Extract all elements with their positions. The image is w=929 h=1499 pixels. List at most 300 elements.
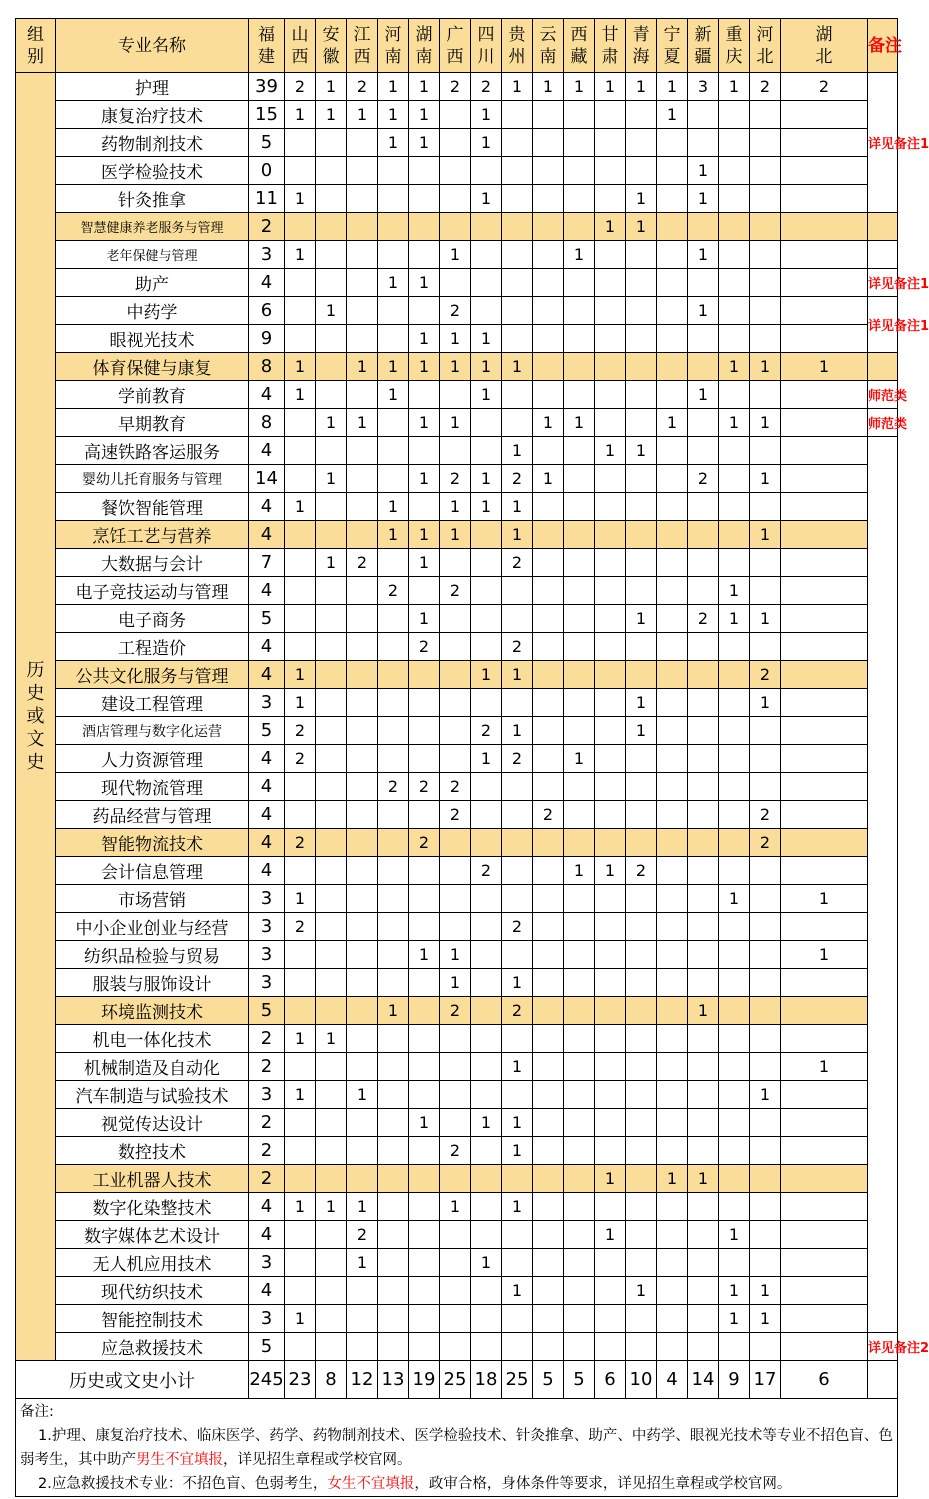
province-count [409,801,440,829]
province-count [719,717,750,745]
province-count [626,633,657,661]
province-count: 1 [409,521,440,549]
province-count: 1 [285,1305,316,1333]
province-count [502,857,533,885]
province-count: 1 [285,353,316,381]
province-count: 1 [595,1165,626,1193]
fujian-count: 14 [249,465,285,493]
province-count [564,997,595,1025]
province-count [285,465,316,493]
province-count [316,157,347,185]
fujian-count: 3 [249,1249,285,1277]
province-count [471,773,502,801]
fujian-count: 8 [249,353,285,381]
province-count [719,689,750,717]
major-name: 智能物流技术 [56,829,249,857]
province-count: 1 [502,73,533,101]
province-count: 2 [347,1221,378,1249]
province-count [719,633,750,661]
province-count [719,1193,750,1221]
province-count [409,1137,440,1165]
note-cell [868,437,898,1333]
province-count: 1 [595,1221,626,1249]
province-count [347,1165,378,1193]
province-count: 1 [657,73,688,101]
province-count [316,1081,347,1109]
major-column-header: 专业名称 [56,19,249,73]
note-column-header: 备注 [868,19,898,73]
province-count: 1 [285,1081,316,1109]
province-count [595,1193,626,1221]
province-count: 1 [688,1165,719,1193]
province-count: 1 [471,101,502,129]
major-name: 数控技术 [56,1137,249,1165]
province-header-12 [626,19,657,73]
province-count [471,1137,502,1165]
province-count [750,941,781,969]
province-count [378,745,409,773]
province-char: 北 [756,46,774,67]
province-count [502,101,533,129]
province-count: 1 [502,521,533,549]
province-count [595,829,626,857]
province-char: 西 [353,46,371,67]
major-name: 机电一体化技术 [56,1025,249,1053]
province-count [502,1025,533,1053]
province-count [626,1305,657,1333]
province-count [471,549,502,577]
province-count [564,1221,595,1249]
province-count [688,1053,719,1081]
province-count [471,409,502,437]
province-count [471,437,502,465]
table-row [16,101,898,129]
fujian-count: 4 [249,829,285,857]
province-count [564,1305,595,1333]
province-count [440,857,471,885]
province-count [285,1137,316,1165]
province-count [719,1025,750,1053]
province-count [285,409,316,437]
province-count: 2 [533,801,564,829]
province-char: 庆 [725,46,743,67]
province-count [595,297,626,325]
province-count [657,997,688,1025]
province-count [440,661,471,689]
table-row [16,437,898,465]
province-count [719,549,750,577]
province-count [750,885,781,913]
province-count: 1 [719,353,750,381]
province-count [626,521,657,549]
province-count [781,381,868,409]
province-count [409,1277,440,1305]
fujian-count: 11 [249,185,285,213]
province-count: 1 [378,997,409,1025]
province-count [378,1221,409,1249]
province-count [719,745,750,773]
table-row [16,185,898,213]
province-count [595,101,626,129]
note-cell [868,213,898,241]
province-count [688,129,719,157]
fujian-count: 3 [249,241,285,269]
province-count [347,465,378,493]
province-header-0 [249,19,285,73]
province-count [533,1109,564,1137]
province-count: 1 [440,941,471,969]
province-count: 2 [502,549,533,577]
note-cell: 师范类 [868,409,898,437]
fujian-count: 8 [249,409,285,437]
province-count: 1 [471,1249,502,1277]
province-count [378,969,409,997]
province-count [688,101,719,129]
province-count [719,297,750,325]
province-count [347,829,378,857]
table-row [16,465,898,493]
province-count [316,605,347,633]
fujian-count: 4 [249,437,285,465]
province-count [316,493,347,521]
province-count [347,1277,378,1305]
province-count: 1 [750,1305,781,1333]
province-count [595,801,626,829]
province-count [471,297,502,325]
province-count [626,773,657,801]
province-count [316,129,347,157]
province-count [688,409,719,437]
province-count [688,1305,719,1333]
province-count [285,269,316,297]
province-count [564,1193,595,1221]
major-name: 工程造价 [56,633,249,661]
province-count [533,241,564,269]
province-count [719,1137,750,1165]
subtotal-value: 25 [502,1361,533,1399]
province-count: 2 [440,465,471,493]
province-count [781,857,868,885]
province-header-8 [502,19,533,73]
province-count: 1 [440,325,471,353]
province-count: 1 [471,353,502,381]
province-char: 甘 [601,24,619,45]
province-count: 1 [440,409,471,437]
province-count [533,577,564,605]
subtotal-value: 245 [249,1361,285,1399]
province-count [533,857,564,885]
province-count [750,1193,781,1221]
province-count: 1 [347,1249,378,1277]
province-count [719,269,750,297]
province-count: 1 [533,409,564,437]
province-count [750,1165,781,1193]
province-count: 1 [409,941,440,969]
province-count [688,577,719,605]
province-count [409,885,440,913]
province-count [688,829,719,857]
province-count [688,521,719,549]
province-count [688,1249,719,1277]
province-count [719,661,750,689]
province-count [316,1137,347,1165]
province-count [595,1053,626,1081]
note-cell: 详见备注1 [868,269,898,297]
province-count [781,437,868,465]
subtotal-value: 17 [750,1361,781,1399]
province-count [378,1277,409,1305]
province-count [285,297,316,325]
province-count [316,661,347,689]
province-count [688,913,719,941]
province-count [750,325,781,353]
major-name: 药品经营与管理 [56,801,249,829]
table-row [16,969,898,997]
province-count: 1 [719,605,750,633]
major-name: 早期教育 [56,409,249,437]
subtotal-value: 6 [781,1361,868,1399]
province-count [595,325,626,353]
province-count: 1 [750,1081,781,1109]
province-count: 2 [440,297,471,325]
province-count [657,857,688,885]
province-count [285,997,316,1025]
province-count [719,493,750,521]
province-count [378,409,409,437]
province-count [595,465,626,493]
province-count: 1 [347,1081,378,1109]
province-count [347,913,378,941]
major-name: 会计信息管理 [56,857,249,885]
province-count: 1 [564,73,595,101]
province-count [440,1109,471,1137]
province-count [781,1249,868,1277]
province-count [719,1081,750,1109]
province-count [750,101,781,129]
province-count [347,605,378,633]
subtotal-value: 5 [564,1361,595,1399]
province-count [378,605,409,633]
fujian-count: 4 [249,773,285,801]
province-count: 1 [316,1025,347,1053]
province-char: 藏 [570,46,588,67]
table-row [16,157,898,185]
fujian-count: 3 [249,941,285,969]
province-count [564,969,595,997]
province-count [781,829,868,857]
province-count: 2 [285,717,316,745]
province-count [502,1165,533,1193]
province-count [595,997,626,1025]
province-count [626,1221,657,1249]
province-count [781,633,868,661]
province-count [657,801,688,829]
province-count: 2 [502,913,533,941]
province-count [316,1109,347,1137]
province-count [564,941,595,969]
province-count: 1 [502,1053,533,1081]
province-count [347,577,378,605]
group-label-char: 史 [26,683,45,704]
province-count [378,437,409,465]
group-label-char: 或 [26,706,45,727]
fujian-count: 3 [249,1081,285,1109]
province-count [595,1081,626,1109]
province-count [781,745,868,773]
major-name: 无人机应用技术 [56,1249,249,1277]
province-count [626,549,657,577]
province-count [471,577,502,605]
note-cell: 详见备注1 [868,297,898,353]
province-count: 1 [471,465,502,493]
province-count [719,437,750,465]
province-count: 1 [285,1193,316,1221]
province-count [564,773,595,801]
province-count [471,801,502,829]
province-count [657,773,688,801]
major-name: 电子竞技运动与管理 [56,577,249,605]
province-count [347,325,378,353]
table-row [16,773,898,801]
table-row [16,129,898,157]
fujian-count: 39 [249,73,285,101]
province-char: 夏 [663,46,681,67]
province-count [564,493,595,521]
province-count [564,1249,595,1277]
subtotal-value: 5 [533,1361,564,1399]
province-count [564,717,595,745]
province-count: 1 [657,1165,688,1193]
province-count [626,969,657,997]
province-count [502,297,533,325]
province-count [688,633,719,661]
table-row [16,1193,898,1221]
province-count: 1 [316,409,347,437]
province-char: 新 [694,24,712,45]
province-count [409,1165,440,1193]
province-count [719,1333,750,1361]
province-count [750,157,781,185]
province-count [378,465,409,493]
province-count [347,1025,378,1053]
province-count [564,1081,595,1109]
subtotal-row [16,1361,898,1399]
province-count: 1 [626,437,657,465]
fujian-count: 3 [249,969,285,997]
province-count [502,689,533,717]
province-count: 1 [440,353,471,381]
province-count [564,801,595,829]
province-count [409,381,440,409]
province-count [316,213,347,241]
province-count [595,773,626,801]
province-count: 1 [502,1109,533,1137]
province-count [347,745,378,773]
province-count [285,325,316,353]
province-count: 2 [626,857,657,885]
subtotal-value: 25 [440,1361,471,1399]
province-count [657,269,688,297]
province-count [626,465,657,493]
province-count [409,1305,440,1333]
province-count [657,129,688,157]
province-count: 1 [285,493,316,521]
province-count [347,1109,378,1137]
province-count [564,689,595,717]
province-count: 1 [533,465,564,493]
province-char: 州 [508,46,526,67]
province-count [595,269,626,297]
province-count [657,521,688,549]
province-count [533,1025,564,1053]
province-count: 1 [719,1305,750,1333]
province-count [533,521,564,549]
fujian-count: 4 [249,633,285,661]
province-count [719,465,750,493]
province-count [750,997,781,1025]
province-count: 2 [378,773,409,801]
major-name: 学前教育 [56,381,249,409]
province-count [595,689,626,717]
province-count: 1 [750,689,781,717]
table-row [16,577,898,605]
province-count [347,1333,378,1361]
province-count [626,997,657,1025]
province-count [595,605,626,633]
province-count: 1 [688,297,719,325]
province-count: 2 [750,73,781,101]
province-count [657,829,688,857]
province-count: 1 [564,857,595,885]
table-row [16,325,898,353]
major-name: 药物制剂技术 [56,129,249,157]
province-count [285,969,316,997]
province-count [688,325,719,353]
province-count [471,1025,502,1053]
province-count: 1 [719,577,750,605]
province-count [471,1221,502,1249]
province-count: 1 [378,129,409,157]
province-count [378,1053,409,1081]
table-row [16,213,898,241]
province-count: 1 [626,1277,657,1305]
province-char: 宁 [663,24,681,45]
province-count [750,1053,781,1081]
province-count [471,689,502,717]
province-count [657,1305,688,1333]
province-header-9 [533,19,564,73]
fujian-count: 9 [249,325,285,353]
province-count [502,213,533,241]
province-count [502,325,533,353]
province-count [533,885,564,913]
province-count [440,1053,471,1081]
province-count [688,941,719,969]
province-count: 1 [378,101,409,129]
province-count [750,969,781,997]
province-count [719,325,750,353]
province-count: 2 [750,829,781,857]
province-count: 1 [781,885,868,913]
major-name: 高速铁路客运服务 [56,437,249,465]
province-count: 1 [595,73,626,101]
province-header-17 [781,19,868,73]
province-count [409,969,440,997]
fujian-count: 15 [249,101,285,129]
province-count [471,885,502,913]
province-count [595,521,626,549]
province-count [440,549,471,577]
